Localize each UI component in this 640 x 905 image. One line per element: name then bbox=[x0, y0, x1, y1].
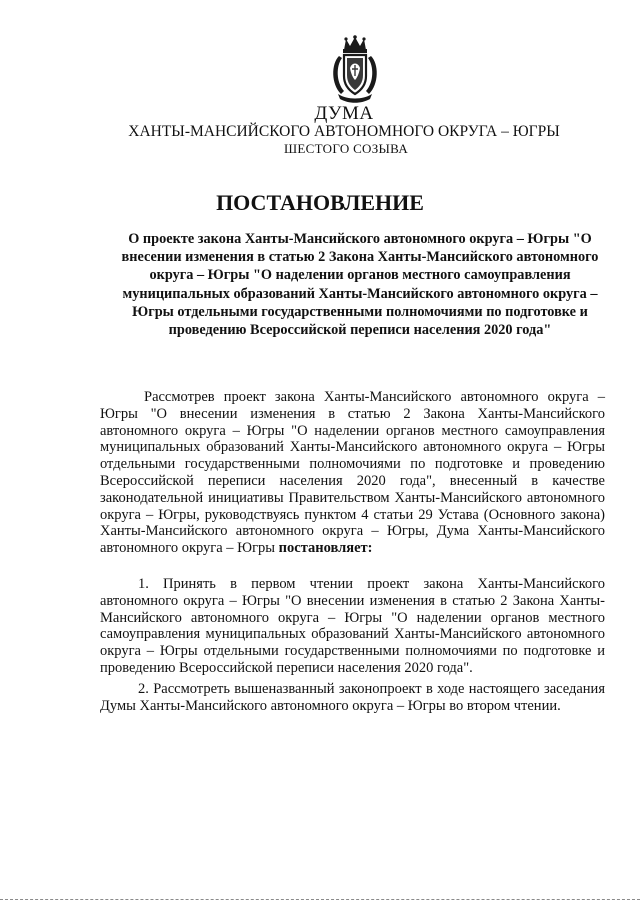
organization-name: ДУМА bbox=[314, 103, 374, 124]
resolution-item-2: 2. Рассмотреть вышеназванный законопроект в ходе настоящего заседания Думы Ханты-Мансийского автономного округа – Югры во втором чтении. bbox=[100, 681, 605, 714]
preamble-text: Рассмотрев проект закона Ханты-Мансийского автономного округа – Югры "О внесении изменения в статью 2 Закона Ханты-Мансийского автономного округа – Югры "О наделении органов местного самоуправления муниципальных образований Ханты-Мансийского автономного округа – Югры отдельными государственными полномочиями по подготовке и проведению Всероссийской переписи населения 2020 года", внесенный в качестве законодательной инициативы Правительством Ханты-Мансийского автономного округа – Югры, руководствуясь пунктом 4 статьи 29 Устава (Основного закона) Ханты-Мансийского автономного округа – Югры, Дума Ханты-Мансийского автономного округа – Югры bbox=[100, 389, 605, 557]
document-subject: О проекте закона Ханты-Мансийского автономного округа – Югры "О внесении изменения в статью 2 Закона Ханты-Мансийского автономного округа – Югры "О наделении органов местного самоуправления муниципальных образований Ханты-Мансийского автономного округа – Югры отдельными государственными полномочиями по подготовке и проведению Всероссийской переписи населения 2020 года" bbox=[121, 231, 599, 339]
convocation: ШЕСТОГО СОЗЫВА bbox=[283, 141, 409, 156]
document-title: ПОСТАНОВЛЕНИЕ bbox=[216, 190, 424, 215]
coat-of-arms-icon bbox=[329, 34, 381, 104]
region-name: ХАНТЫ-МАНСИЙСКОГО АВТОНОМНОГО ОКРУГА – ЮГРЫ bbox=[128, 123, 560, 140]
resolution-item-1: 1. Принять в первом чтении проект закона Ханты-Мансийского автономного округа – Югры "О внесении изменения в статью 2 Закона Ханты-Мансийского автономного округа – Югры "О наделении органов местного самоуправления муниципальных образований Ханты-Мансийского автономного округа – Югры отдельными государственными полномочиями по подготовке и проведению Всероссийской переписи населения 2020 года". bbox=[100, 576, 605, 676]
preamble-paragraph bbox=[100, 389, 605, 557]
decision-word: постановляет: bbox=[278, 540, 373, 557]
scan-edge-line bbox=[0, 899, 640, 901]
